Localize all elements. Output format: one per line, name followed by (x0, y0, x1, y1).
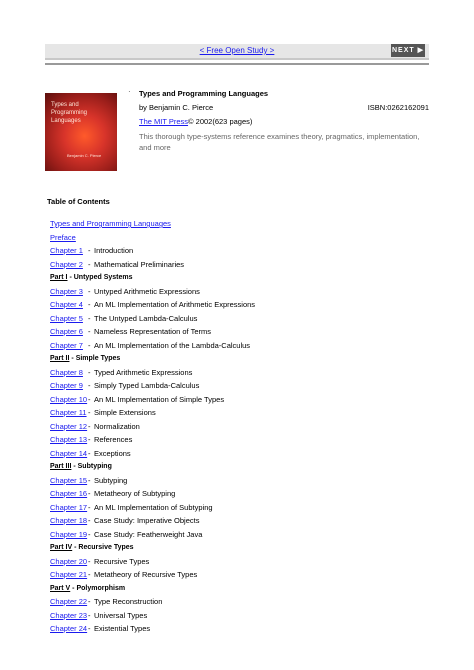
toc-part-heading: Part II - Simple Types (50, 355, 121, 362)
dash-separator: - (88, 313, 91, 323)
toc-chapter-row (50, 406, 255, 420)
toc-chapter-row (50, 447, 255, 461)
chapter-title: Introduction (94, 246, 134, 255)
toc-preface-link[interactable]: Preface (50, 232, 76, 242)
dash-separator: - (88, 597, 91, 606)
chapter-link[interactable]: Chapter 9 (50, 381, 83, 390)
toc-title-link[interactable]: Types and Programming Languages (50, 219, 171, 228)
dash-separator: - (88, 556, 91, 566)
chapter-link[interactable]: Chapter 15 (50, 475, 88, 485)
chapter-link[interactable]: Chapter 22 (50, 597, 88, 606)
chapter-title: Metatheory of Subtyping (94, 489, 176, 498)
part-label: Part II (50, 355, 70, 362)
toc-chapter-row (50, 514, 255, 528)
chapter-link[interactable]: Chapter 6 (50, 327, 83, 336)
publisher-link[interactable]: The MIT Press (139, 117, 189, 126)
dash-separator: - (88, 259, 91, 269)
dash-separator: - (88, 448, 91, 458)
dash-separator: - (88, 286, 91, 296)
toc-chapter-row (50, 528, 255, 542)
page-count: (623 pages) (212, 117, 253, 126)
dash-separator: - (88, 475, 91, 485)
chapter-link[interactable]: Chapter 2 (50, 259, 83, 269)
toc-part-heading: Part III - Subtyping (50, 463, 112, 470)
chapter-link[interactable]: Chapter 19 (50, 529, 88, 539)
chapter-title: Untyped Arithmetic Expressions (94, 286, 200, 296)
chapter-title: An ML Implementation of the Lambda-Calculus (94, 340, 251, 350)
chapter-title: Universal Types (94, 610, 148, 620)
toc-chapter-row (50, 312, 255, 326)
toc-chapter-row (50, 622, 255, 636)
dash-separator: - (88, 529, 91, 539)
toc-chapter-row (50, 420, 255, 434)
toc-heading: Table of Contents (47, 197, 110, 206)
chapter-title: Simply Typed Lambda-Calculus (94, 381, 200, 390)
chapter-link[interactable]: Chapter 5 (50, 313, 83, 323)
toc-chapter-row (50, 244, 255, 258)
dash-separator: - (88, 624, 91, 633)
toc-part-heading: Part IV - Recursive Types (50, 544, 134, 551)
chapter-title: Subtyping (94, 475, 128, 485)
book-title: Types and Programming Languages (139, 89, 269, 98)
part-label: Part I (50, 274, 68, 281)
chapter-link[interactable]: Chapter 17 (50, 502, 88, 512)
toc-chapter-row (50, 285, 255, 299)
toc-chapter-row (50, 393, 255, 407)
separator-line (45, 63, 429, 65)
dash-separator: - (88, 246, 91, 255)
toc-chapter-row (50, 366, 255, 380)
part-label: Part IV (50, 544, 73, 551)
dash-separator: - (88, 408, 91, 417)
chapter-title: Case Study: Imperative Objects (94, 516, 200, 525)
dash-separator: - (88, 516, 91, 525)
part-label: Part III (50, 463, 72, 470)
toc-chapter-row (50, 339, 255, 353)
chapter-link[interactable]: Chapter 10 (50, 394, 88, 404)
dash-separator: - (88, 300, 91, 309)
toc-chapter-row (50, 501, 255, 515)
chapter-title: An ML Implementation of Arithmetic Expressions (94, 300, 256, 309)
book-description: This thorough type-systems reference examines theory, pragmatics, implementation, and more (139, 132, 420, 152)
toc-chapter-row (50, 433, 255, 447)
chapter-link[interactable]: Chapter 13 (50, 435, 88, 444)
toc-part-heading: Part I - Untyped Systems (50, 274, 133, 281)
book-author: by Benjamin C. Pierce (139, 103, 214, 112)
chapter-link[interactable]: Chapter 16 (50, 489, 88, 498)
toc-chapter-row (50, 298, 255, 312)
cover-author: Benjamin C. Pierce (67, 153, 102, 158)
dash-separator: - (88, 435, 91, 444)
chapter-link[interactable]: Chapter 8 (50, 367, 83, 377)
book-cover-image (45, 93, 117, 171)
toc-part-heading: Part V - Polymorphism (50, 584, 126, 592)
toc-chapter-row (50, 487, 255, 501)
publisher-line (139, 117, 252, 126)
chapter-title: Typed Arithmetic Expressions (94, 367, 193, 377)
toc-chapter-row (50, 474, 255, 488)
part-title: Simple Types (75, 355, 121, 362)
next-button[interactable] (391, 44, 425, 57)
dash-separator: - (88, 610, 91, 620)
dash-separator: - (88, 381, 91, 390)
chapter-title: Nameless Representation of Terms (94, 327, 211, 336)
dash-separator: - (88, 367, 91, 377)
chapter-title: An ML Implementation of Simple Types (94, 394, 225, 404)
dash-separator: - (88, 502, 91, 512)
chapter-title: An ML Implementation of Subtyping (94, 502, 213, 512)
chapter-title: Simple Extensions (94, 408, 156, 417)
chapter-title: Type Reconstruction (94, 597, 163, 606)
part-title: Untyped Systems (73, 274, 133, 281)
toc-entries (50, 244, 255, 636)
dash-separator: - (88, 421, 91, 431)
chapter-title: The Untyped Lambda-Calculus (94, 313, 198, 323)
dash-separator: - (88, 570, 91, 579)
chapter-title: Exceptions (94, 448, 131, 458)
chapter-link[interactable]: Chapter 24 (50, 624, 88, 633)
toc-chapter-row (50, 379, 255, 393)
toc-chapter-row (50, 325, 255, 339)
chapter-title: Normalization (94, 421, 140, 431)
chapter-link[interactable]: Chapter 18 (50, 516, 88, 525)
chapter-link[interactable]: Chapter 23 (50, 610, 88, 620)
chapter-title: Case Study: Featherweight Java (94, 529, 203, 539)
bullet: · (128, 87, 131, 96)
toc-chapter-row (50, 595, 255, 609)
part-title: Recursive Types (78, 544, 134, 551)
publish-date: © 2002 (188, 117, 213, 126)
chapter-link[interactable]: Chapter 20 (50, 556, 88, 566)
chapter-link[interactable]: Chapter 4 (50, 300, 83, 309)
toc-chapter-row (50, 609, 255, 623)
cover-title: Types and Programming Languages (51, 102, 88, 124)
dash-separator: - (88, 340, 91, 350)
chapter-link[interactable]: Chapter 3 (50, 286, 83, 296)
chapter-link[interactable]: Chapter 12 (50, 421, 88, 431)
chapter-link[interactable]: Chapter 11 (50, 408, 87, 417)
chapter-link[interactable]: Chapter 7 (50, 340, 83, 350)
chapter-link[interactable]: Chapter 14 (50, 448, 88, 458)
nav-bar (45, 44, 429, 60)
book-isbn: ISBN:0262162091 (367, 103, 429, 112)
dash-separator: - (88, 327, 91, 336)
dash-separator: - (88, 394, 91, 404)
chapter-title: Recursive Types (94, 556, 150, 566)
chapter-link[interactable]: Chapter 21 (50, 570, 88, 579)
next-label: NEXT (391, 47, 415, 54)
part-title: Subtyping (77, 463, 112, 470)
chapter-title: Mathematical Preliminaries (94, 259, 185, 269)
toc-chapter-row (50, 555, 255, 569)
free-open-study-link[interactable]: < Free Open Study > (199, 46, 275, 55)
chapter-title: Existential Types (94, 624, 151, 633)
part-label: Part V (50, 584, 71, 592)
table-of-contents (50, 217, 255, 636)
toc-chapter-row (50, 568, 255, 582)
part-title: Polymorphism (76, 584, 126, 592)
chapter-link[interactable]: Chapter 1 (50, 246, 83, 255)
chapter-title: References (94, 435, 133, 444)
toc-chapter-row (50, 258, 255, 272)
play-arrow-icon: ▶ (417, 47, 424, 54)
chapter-title: Metatheory of Recursive Types (94, 570, 198, 579)
dash-separator: - (88, 489, 91, 498)
